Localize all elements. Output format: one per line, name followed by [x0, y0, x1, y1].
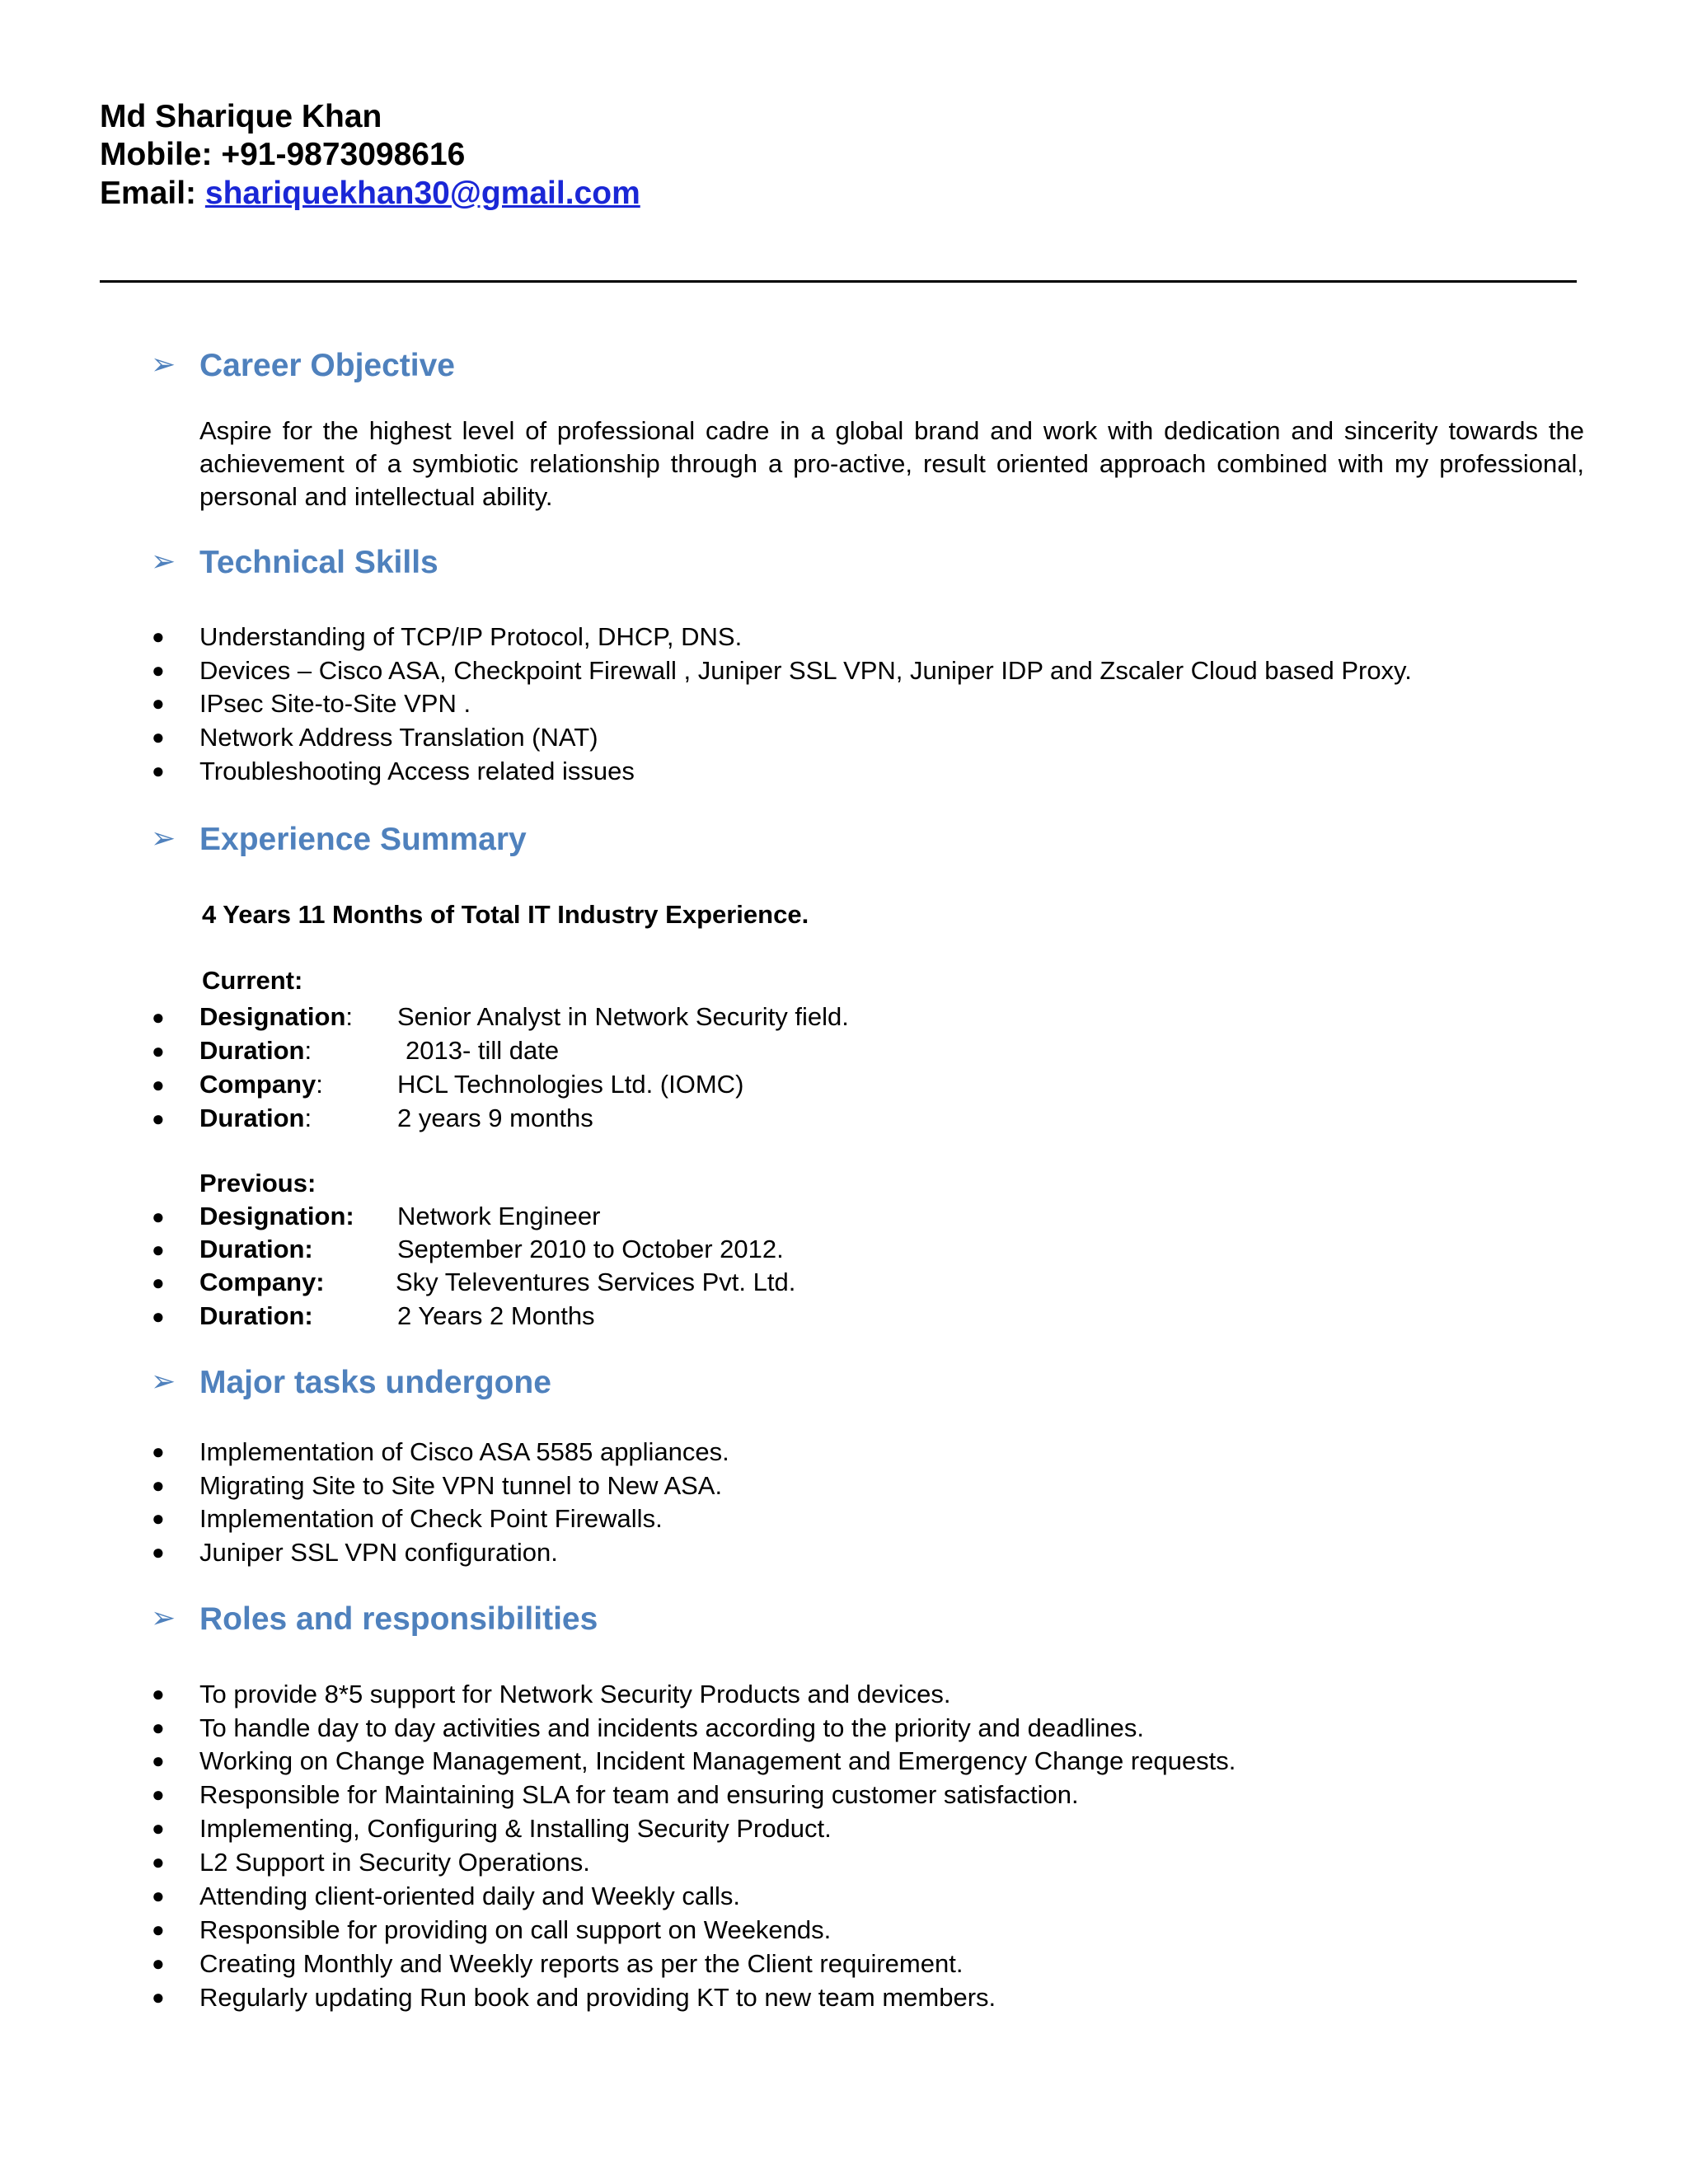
list-item: L2 Support in Security Operations.: [199, 1848, 590, 1877]
round-bullet-icon: ●: [152, 1270, 165, 1295]
round-bullet-icon: ●: [152, 1506, 165, 1530]
round-bullet-icon: ●: [152, 1038, 165, 1063]
email-link[interactable]: shariquekhan30@gmail.com: [204, 176, 640, 211]
list-item: To handle day to day activities and incidents according to the priority and deadlines.: [199, 1713, 1144, 1742]
career-objective-heading: Career Objective: [199, 348, 456, 383]
arrowhead-bullet-icon: ➢: [151, 347, 176, 381]
arrowhead-bullet-icon: ➢: [151, 821, 176, 855]
technical-skills-heading: Technical Skills: [199, 545, 438, 580]
round-bullet-icon: ●: [152, 1237, 165, 1262]
field-label: Company:: [199, 1268, 325, 1296]
major-tasks-heading: Major tasks undergone: [199, 1365, 551, 1400]
list-item: Juniper SSL VPN configuration.: [199, 1538, 558, 1567]
round-bullet-icon: ●: [152, 658, 165, 682]
list-item: To provide 8*5 support for Network Security Products and devices.: [199, 1680, 951, 1708]
arrowhead-bullet-icon: ➢: [151, 1364, 176, 1398]
arrowhead-bullet-icon: ➢: [151, 1601, 176, 1634]
round-bullet-icon: ●: [152, 1473, 165, 1497]
career-objective-text: Aspire for the highest level of professional cadre in a global brand and work with dedication and sincerity towards the achievement of a symbiotic relationship through a pro-active, result oriented approach combined with my professional, personal and intellectual ability.: [199, 416, 1584, 511]
list-item: IPsec Site-to-Site VPN .: [199, 689, 471, 718]
round-bullet-icon: ●: [152, 1849, 165, 1874]
previous-label: Previous:: [199, 1169, 316, 1197]
list-item: Network Address Translation (NAT): [199, 723, 598, 752]
round-bullet-icon: ●: [152, 1204, 165, 1229]
list-item: Implementation of Cisco ASA 5585 appliances.: [199, 1437, 729, 1466]
field-label: Company:: [199, 1070, 323, 1099]
list-item: Migrating Site to Site VPN tunnel to New ASA.: [199, 1471, 723, 1500]
email-label: Email:: [100, 176, 205, 211]
list-item: Troubleshooting Access related issues: [199, 757, 635, 785]
round-bullet-icon: ●: [152, 1005, 165, 1029]
list-item: Regularly updating Run book and providing KT to new team members.: [199, 1983, 996, 2012]
round-bullet-icon: ●: [152, 1951, 165, 1975]
list-item: Attending client-oriented daily and Weekly calls.: [199, 1882, 740, 1910]
roles-heading: Roles and responsibilities: [199, 1601, 598, 1637]
list-item: Understanding of TCP/IP Protocol, DHCP, DNS.: [199, 622, 743, 651]
round-bullet-icon: ●: [152, 624, 165, 649]
list-item: Responsible for providing on call support on Weekends.: [199, 1915, 832, 1944]
field-label: Duration:: [199, 1235, 313, 1263]
mobile-number: Mobile: +91-9873098616: [100, 137, 466, 172]
round-bullet-icon: ●: [152, 1917, 165, 1942]
field-value: Sky Televentures Services Pvt. Ltd.: [396, 1268, 796, 1296]
list-item: Devices – Cisco ASA, Checkpoint Firewall , Juniper SSL VPN, Juniper IDP and Zscaler Cloud based Proxy.: [199, 656, 1412, 685]
round-bullet-icon: ●: [152, 1439, 165, 1464]
round-bullet-icon: ●: [152, 1540, 165, 1564]
field-value: Network Engineer: [397, 1202, 601, 1230]
list-item: Responsible for Maintaining SLA for team and ensuring customer satisfaction.: [199, 1780, 1079, 1809]
field-label: Designation:: [199, 1202, 354, 1230]
field-value: 2013- till date: [406, 1036, 560, 1065]
field-value: HCL Technologies Ltd. (IOMC): [397, 1070, 744, 1099]
round-bullet-icon: ●: [152, 1883, 165, 1908]
field-label: Duration:: [199, 1104, 312, 1132]
round-bullet-icon: ●: [152, 691, 165, 715]
field-label: Duration:: [199, 1036, 312, 1065]
email-line: [100, 177, 640, 209]
round-bullet-icon: ●: [152, 1985, 165, 2009]
round-bullet-icon: ●: [152, 1304, 165, 1329]
total-experience: 4 Years 11 Months of Total IT Industry Experience.: [202, 900, 809, 929]
round-bullet-icon: ●: [152, 1816, 165, 1840]
field-label: Designation:: [199, 1002, 354, 1031]
list-item: Implementation of Check Point Firewalls.: [199, 1504, 663, 1533]
field-value: 2 Years 2 Months: [397, 1301, 595, 1330]
list-item: Implementing, Configuring & Installing Security Product.: [199, 1814, 832, 1843]
candidate-name: Md Sharique Khan: [100, 99, 382, 134]
round-bullet-icon: ●: [152, 1748, 165, 1773]
round-bullet-icon: ●: [152, 1072, 165, 1097]
field-value: 2 years 9 months: [397, 1104, 593, 1132]
round-bullet-icon: ●: [152, 1715, 165, 1740]
round-bullet-icon: ●: [152, 1106, 165, 1131]
field-label: Duration:: [199, 1301, 313, 1330]
list-item: Working on Change Management, Incident Management and Emergency Change requests.: [199, 1746, 1236, 1775]
arrowhead-bullet-icon: ➢: [151, 544, 176, 578]
field-value: September 2010 to October 2012.: [397, 1235, 784, 1263]
experience-summary-heading: Experience Summary: [199, 822, 527, 857]
round-bullet-icon: ●: [152, 1681, 165, 1706]
round-bullet-icon: ●: [152, 758, 165, 783]
header-divider: [100, 280, 1577, 283]
round-bullet-icon: ●: [152, 1782, 165, 1807]
list-item: Creating Monthly and Weekly reports as per the Client requirement.: [199, 1949, 964, 1978]
round-bullet-icon: ●: [152, 724, 165, 749]
current-label: Current:: [202, 966, 303, 995]
field-value: Senior Analyst in Network Security field.: [397, 1002, 849, 1031]
